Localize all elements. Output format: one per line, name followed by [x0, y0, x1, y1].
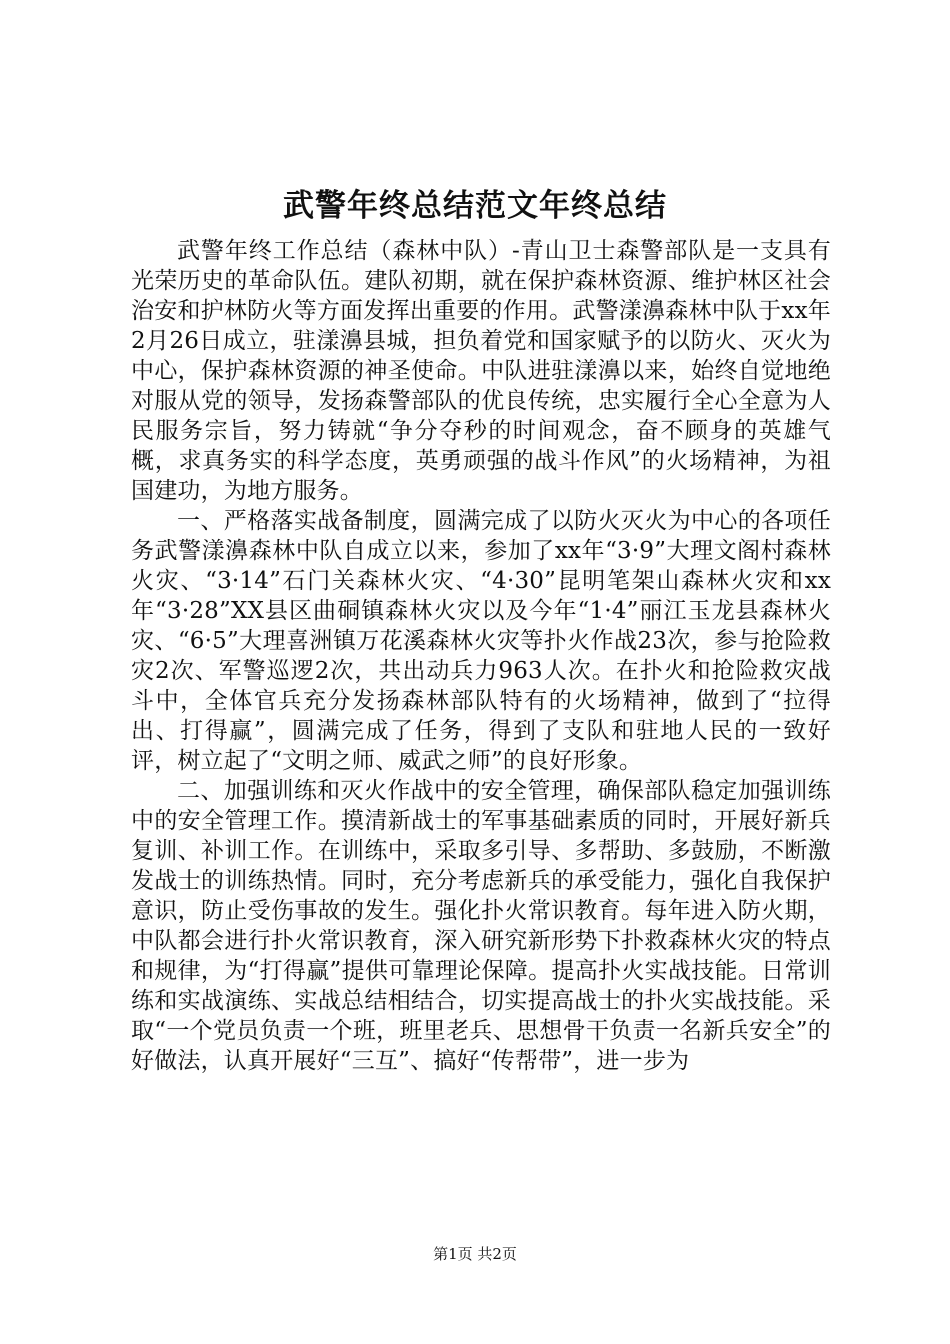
document-body — [131, 236, 831, 1076]
page-number-footer: 第1页 共2页 — [433, 1245, 517, 1263]
paragraph-intro: 武警年终工作总结（森林中队）-青山卫士森警部队是一支具有光荣历史的革命队伍。建队初期，就在保护森林资源、维护林区社会治安和护林防火等方面发挥出重要的作用。武警漾濞森林中队于xx年2月26日成立，驻漾濞县城，担负着党和国家赋予的以防火、灭火为中心，保护森林资源的神圣使命。中队进驻漾濞以来，始终自觉地绝对服从党的领导，发扬森警部队的优良传统，忠实履行全心全意为人民服务宗旨，努力铸就“争分夺秒的时间观念，奋不顾身的英雄气概，求真务实的科学态度，英勇顽强的战斗作风”的火场精神，为祖国建功，为地方服务。 — [131, 238, 831, 504]
document-title: 武警年终总结范文年终总结 — [283, 188, 667, 224]
paragraph-section-2: 二、加强训练和灭火作战中的安全管理，确保部队稳定加强训练中的安全管理工作。摸清新战士的军事基础素质的同时，开展好新兵复训、补训工作。在训练中，采取多引导、多帮助、多鼓励，不断激发战士的训练热情。同时，充分考虑新兵的承受能力，强化自我保护意识，防止受伤事故的发生。强化扑火常识教育。每年进入防火期，中队都会进行扑火常识教育，深入研究新形势下扑救森林火灾的特点和规律，为“打得赢”提供可靠理论保障。提高扑火实战技能。日常训练和实战演练、实战总结相结合，切实提高战士的扑火实战技能。采取“一个党员负责一个班，班里老兵、思想骨干负责一名新兵安全”的好做法，认真开展好“三互”、搞好“传帮带”，进一步为 — [131, 778, 831, 1074]
paragraph-section-1: 一、严格落实战备制度，圆满完成了以防火灭火为中心的各项任务武警漾濞森林中队自成立以来，参加了xx年“3·9”大理文阁村森林火灾、“3·14”石门关森林火灾、“4·30”昆明笔架山森林火灾和xx年“3·28”XX县区曲硐镇森林火灾以及今年“1·4”丽江玉龙县森林火灾、“6·5”大理喜洲镇万花溪森林火灾等扑火作战23次，参与抢险救灾2次、军警巡逻2次，共出动兵力963人次。在扑火和抢险救灾战斗中，全体官兵充分发扬森林部队特有的火场精神，做到了“拉得出、打得赢”，圆满完成了任务，得到了支队和驻地人民的一致好评，树立起了“文明之师、威武之师”的良好形象。 — [131, 508, 831, 774]
